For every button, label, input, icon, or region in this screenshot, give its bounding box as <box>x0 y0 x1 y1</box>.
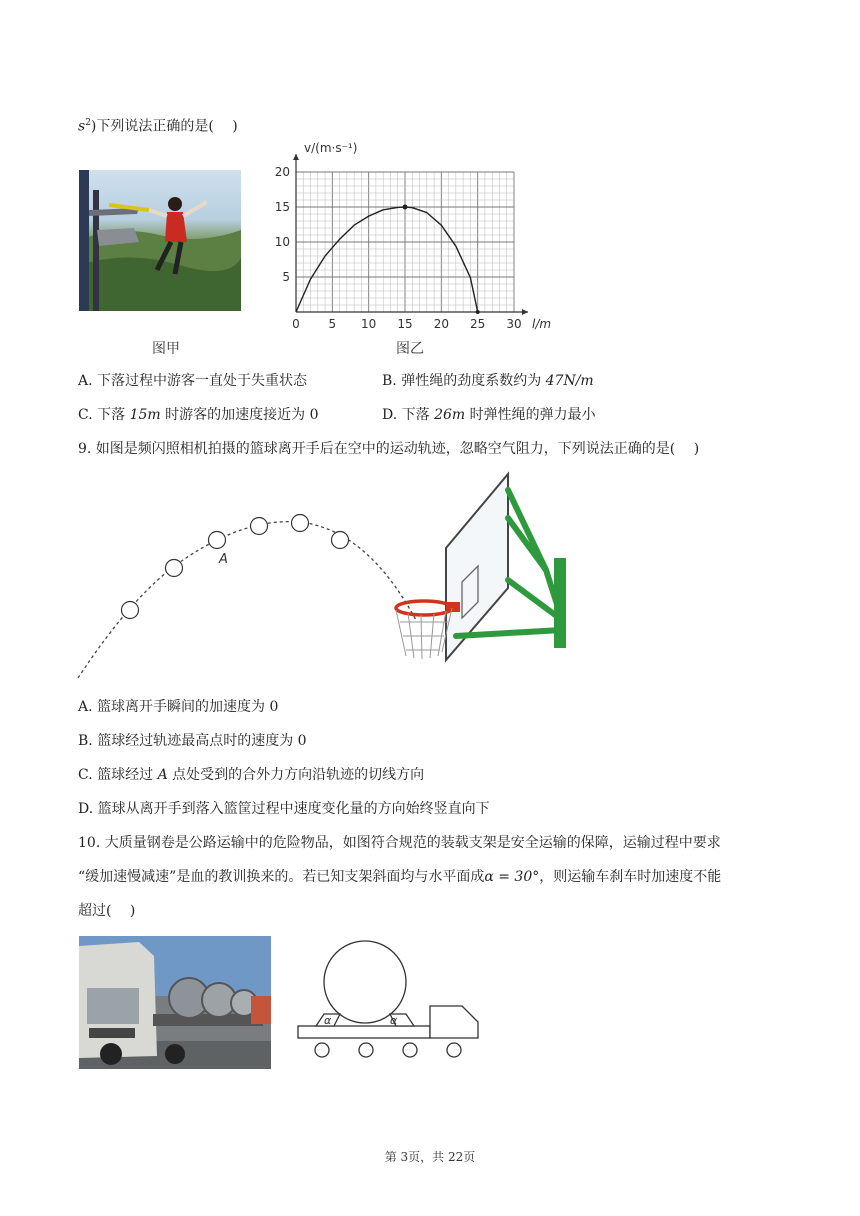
q9-option-c-pre: C. 篮球经过 <box>78 767 158 783</box>
q8-option-d-pre: D. 下落 <box>382 407 435 423</box>
q8-option-b-math: 47N/m <box>545 373 594 389</box>
point-a-label: A <box>219 552 228 567</box>
q8-option-b-text: B. 弹性绳的劲度系数约为 <box>382 373 546 389</box>
x-tick-label: 5 <box>328 317 337 331</box>
y-tick-label: 10 <box>274 235 290 249</box>
q8-stem-text: )下列说法正确的是( ) <box>90 118 238 135</box>
x-axis-label: l/m <box>532 317 552 331</box>
x-tick-label: 15 <box>397 317 413 331</box>
peak-point <box>403 205 408 210</box>
ball-4 <box>251 518 268 535</box>
fig-a-caption: 图甲 <box>152 341 180 357</box>
angle-label-right: α <box>390 1014 398 1027</box>
wheel-2 <box>359 1043 373 1057</box>
velocity-chart <box>270 138 560 338</box>
wheel-4 <box>447 1043 461 1057</box>
q9-option-c <box>78 765 424 785</box>
x-tick-label: 30 <box>506 317 522 331</box>
q10-line-2 <box>78 867 721 887</box>
basketball-trajectory-figure <box>76 470 566 680</box>
ball-2 <box>166 560 183 577</box>
y-axis-label: v/(m·s⁻¹) <box>304 141 358 155</box>
truck-photo <box>79 936 271 1069</box>
truck-cab <box>430 1006 478 1038</box>
x-tick-label: 25 <box>470 317 486 331</box>
q8-option-c-post: 时游客的加速度接近为 0 <box>160 407 319 423</box>
angle-label-left: α <box>324 1014 332 1027</box>
ball-5 <box>292 515 309 532</box>
q10-line-1: 10. 大质量钢卷是公路运输中的危险物品，如图符合规范的装载支架是安全运输的保障，运输过程中要求 <box>78 835 721 851</box>
page-footer: 第 3页，共 22页 <box>384 1150 476 1164</box>
q9-stem: 9. 如图是频闪照相机拍摄的篮球离开手后在空中的运动轨迹，忽略空气阻力，下列说法正确的是( ) <box>78 441 700 457</box>
ball-1 <box>122 602 139 619</box>
y-axis-arrow <box>293 154 299 160</box>
q8-unit-s: s <box>78 118 86 135</box>
x-tick-label: 0 <box>292 317 300 331</box>
q8-option-d <box>382 405 596 425</box>
q8-option-c <box>78 405 318 425</box>
velocity-curve <box>296 207 478 312</box>
wheel-1 <box>315 1043 329 1057</box>
q9-option-c-post: 点处受到的合外力方向沿轨迹的切线方向 <box>167 767 425 783</box>
ball-3 <box>209 532 226 549</box>
q8-option-d-math: 26m <box>434 407 466 423</box>
q8-option-c-pre: C. 下落 <box>78 407 130 423</box>
coil-support-schematic <box>294 940 486 1062</box>
y-tick-label: 20 <box>274 165 290 179</box>
q9-option-b: B. 篮球经过轨迹最高点时的速度为 0 <box>78 733 307 749</box>
q9-option-c-math: A <box>157 767 168 783</box>
q8-option-b <box>382 371 594 391</box>
x-tick-label: 20 <box>433 317 449 331</box>
q10-line-2-post: ，则运输车刹车时加速度不能 <box>539 869 722 885</box>
bungee-photo <box>79 170 241 311</box>
q8-option-a: A. 下落过程中游客一直处于失重状态 <box>78 373 308 389</box>
trajectory-path <box>78 522 416 678</box>
trailer-bed <box>298 1026 430 1038</box>
fig-b-caption: 图乙 <box>396 341 424 357</box>
q9-option-a: A. 篮球离开手瞬间的加速度为 0 <box>78 699 279 715</box>
q10-line-2-pre: “缓加速慢减速”是血的教训换来的。若已知支架斜面均与水平面成 <box>78 869 485 885</box>
velocity-chart-svg <box>270 138 560 338</box>
ball-6 <box>332 532 349 549</box>
q8-stem-tail <box>78 113 238 137</box>
x-tick-label: 10 <box>361 317 377 331</box>
q10-line-3: 超过( ) <box>78 903 136 919</box>
x-axis-arrow <box>522 309 528 315</box>
basket-rim <box>396 601 452 615</box>
y-tick-label: 15 <box>274 200 290 214</box>
q8-option-c-math: 15m <box>129 407 161 423</box>
q8-unit-sup: 2 <box>85 118 91 128</box>
steel-coil <box>324 941 406 1023</box>
q9-option-d: D. 篮球从离开手到落入篮筐过程中速度变化量的方向始终竖直向下 <box>78 801 490 817</box>
end-point <box>476 310 480 314</box>
wheel-3 <box>403 1043 417 1057</box>
y-tick-label: 5 <box>282 270 290 284</box>
q10-angle-math: α = 30° <box>484 869 540 885</box>
q8-option-d-post: 时弹性绳的弹力最小 <box>465 407 596 423</box>
